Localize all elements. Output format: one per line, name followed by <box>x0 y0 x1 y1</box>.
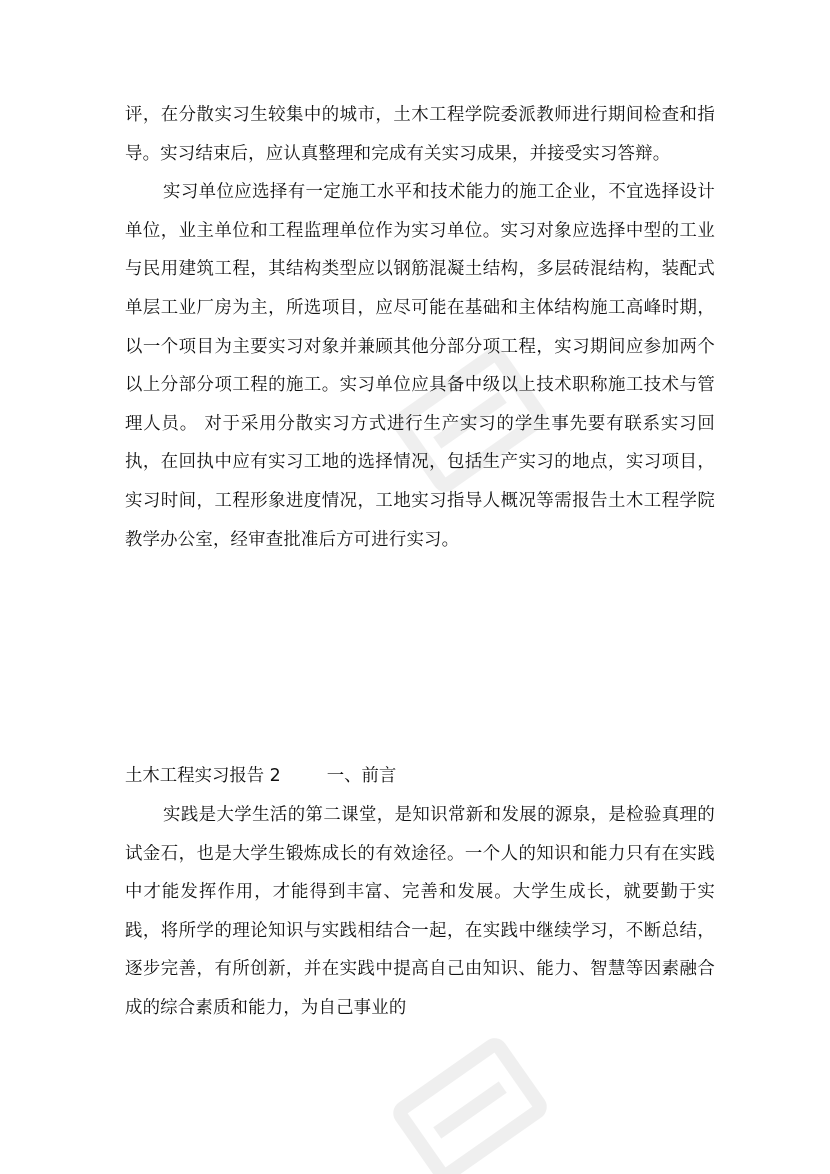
report-title: 土木工程实习报告 2 <box>125 766 281 786</box>
paragraph-continued: 评，在分散实习生较集中的城市，土木工程学院委派教师进行期间检查和指导。实习结束后，应认真整理和完成有关实习成果，并接受实习答辩。 <box>125 105 715 164</box>
paragraph-practice: 实践是大学生活的第二课堂，是知识常新和发展的源泉，是检验真理的试金石，也是大学生锻炼成长的有效途径。一个人的知识和能力只有在实践中才能发挥作用，才能得到丰富、完善和发展。大学生成长，就要勤于实践，将所学的理论知识与实践相结合一起，在实践中继续学习，不断总结，逐步完善，有所创新，并在实践中提高自己由知识、能力、智慧等因素融合成的综合素质和能力，为自己事业的 <box>125 805 715 1018</box>
paragraph-internship-unit: 实习单位应选择有一定施工水平和技术能力的施工企业，不宜选择设计单位，业主单位和工程监理单位作为实习单位。实习对象应选择中型的工业与民用建筑工程，其结构类型应以钢筋混凝土结构，多层砖混结构，装配式单层工业厂房为主，所选项目，应尽可能在基础和主体结构施工高峰时期，以一个项目为主要实习对象并兼顾其他分部分项工程，实习期间应参加两个以上分部分项工程的施工。实习单位应具备中级以上技术职称施工技术与管理人员。 对于采用分散实习方式进行生产实习的学生事先要有联系实习回执，在回执中应有实习工地的选择情况，包括生产实习的地点，实习项目，实习时间，工程形象进度情况，工地实习指导人概况等需报告土木工程学院教学办公室，经审查批准后方可进行实习。 <box>125 182 715 550</box>
section-1-body <box>125 96 715 559</box>
report-heading-line <box>125 757 396 796</box>
section-heading-preface: 一、前言 <box>326 766 397 786</box>
section-2-body <box>125 796 715 1028</box>
